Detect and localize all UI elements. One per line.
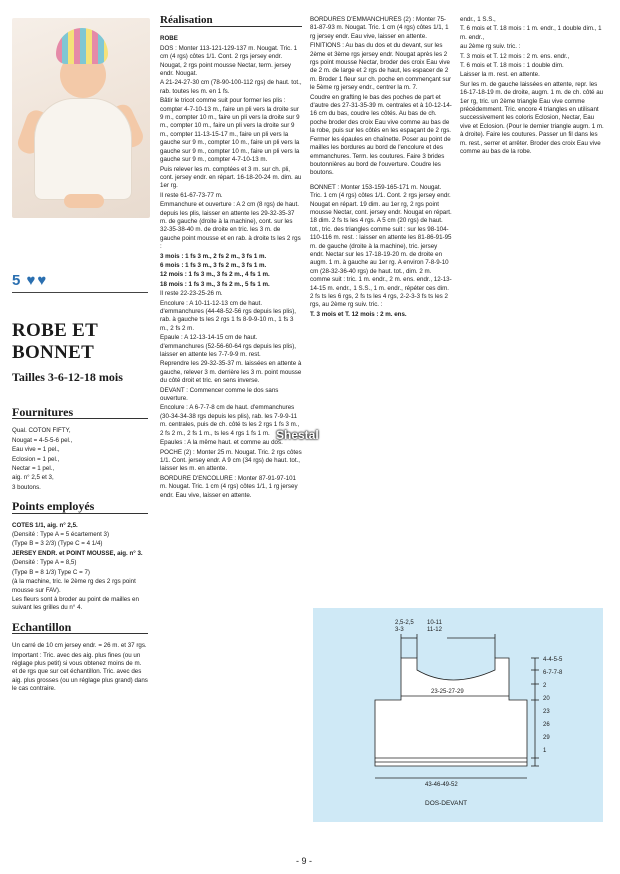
- heart-icon: ♥: [37, 272, 47, 289]
- divider: [12, 292, 148, 293]
- points-heading: Points employés: [12, 502, 148, 513]
- width-bottom-label: 43-46-49-52: [425, 782, 458, 788]
- dim-top-left: 2,5-2,5 3-3: [395, 620, 414, 633]
- realisation-column: Réalisation ROBE DOS : Monter 113-121-129-137 m. Nougat. Tric. 1 cm (4 rgs) côtes 1/1. Cont. 2 rgs jersey endr. Nougat, 2 rgs point mousse Nectar, term. jersey endr. Nougat. A 21-24-27-30 cm (78-90-100-112 rgs) de haut. tot., rab. toutes les m. en 1 fs. Bâtir le tricot comme suit pour former les plis : compter 4-7-10-13 m., faire un pli vers la droite sur 9 m., compter 10 m., faire un pli vers la droite sur 9 m., compter 10 m., faire un pli vers la droite sur 9 m., compter 11-13-15-17 m., faire un pli vers la gauche sur 9 m., compter 10 m., faire un pli vers la gauche sur 9 m., compter 10 m., faire un pli vers la gauche sur 9 m., compter 4-7-10-13 m. Puis relever les m. comptées et 3 m. sur ch. pli, cont. jersey endr. en répart. 16-18-20-24 m. dim. au 1er rg. Il reste 61-67-73-77 m. Emmanchure et ouverture : A 2 cm (8 rgs) de haut. depuis les plis, laisser en attente les 29-32-35-37 m. de gauche (droite à la machine), cont. sur les 32-35-38-40 m. de droite en tric. les 3 m. de gauche point mousse et en rab. à droite ts les 2 rgs : 3 mois : 1 fs 3 m., 2 fs 2 m., 3 fs 1 m. 6 mois : 1 fs 3 m., 3 fs 2 m., 3 fs 1 m. 12 mois : 1 fs 3 m., 3 fs 2 m., 4 fs 1 m. 18 mois : 1 fs 3 m., 3 fs 2 m., 5 fs 1 m. Il reste 22-23-25-26 m. Encolure : A 10-11-12-13 cm de haut. d'emmanchures (44-48-52-56 rgs depuis les plis), rab. à gauche ts les 2 rgs 1 fs 8-9-9-10 m., 1 fs 3 m., 2 fs 2 m. Epaule : A 12-13-14-15 cm de haut. d'emmanchures (52-56-60-64 rgs depuis les plis), laisser en attente les 7-7-9-9 m. rest. Reprendre les 29-32-35-37 m. laissées en attente à gauche, relever 3 m. derrière les 3 m. point mousse du côté droit et tric. en sens inverse. DEVANT : Commencer comme le dos sans ouverture. Encolure : A 6-7-7-8 cm de haut. d'emmanchures (30-34-34-38 rgs depuis les plis), rab. les 7-9-9-11 m. centrales, puis de ch. côté ts les 2 rgs 1 fs 3 m., 2 fs 2 m., 2 fs 1 m., ts les 4 rgs 1 fs 1 m. Epaules : A la même haut. et comme au dos. POCHE (2) : Monter 25 m. Nougat. Tric. 2 rgs côtes 1/1. Cont. jersey endr. A 9 cm (34 rgs) de haut. tot., laisser les m. en attente. BORDURE D'ENCOLURE : Monter 87-91-97-101 m. Nougat. Tric. 1 cm (4 rgs) côtes 1/1, 1 rg jersey endr. Eau vive, laisser en attente.: [160, 14, 302, 499]
- dim-right: 4-4-5-5 6-7-7-8 2 20 23 26 29 1: [543, 657, 563, 754]
- bonnet-column: endr., 1 S.S., T. 6 mois et T. 18 mois : 1 m. endr., 1 double dim., 1 m. endr., au 2ème rg suiv. tric. : T. 3 mois et T. 12 mois : 2 m. ens. endr., T. 6 mois et T. 18 mois : 1 double dim. Laisser la m. rest. en attente. Sur les m. de gauche laissées en attente, repr. les 16-17-18-19 m. de droite, augm. 1 m. de ch. côté au 1er rg, tric. un 2ème triangle Eau vive comme précédemment. Tric. encore 4 triangles en utilisant successivement les coloris Eclosion, Nectar, Eau vive et Eclosion. (Pour le dernier triangle augm. 1 m. à droite). Faire les coutures. Passer un fil dans les m. rest., serrer et arrêter. Broder des croix Eau vive comme au bas de la robe.: [460, 16, 604, 156]
- fournitures-heading: Fournitures: [12, 408, 148, 419]
- realisation-heading: Réalisation: [160, 16, 302, 27]
- dos-devant-diagram: [313, 608, 603, 822]
- finishing-column: BORDURES D'EMMANCHURES (2) : Monter 75-81-87-93 m. Nougat. Tric. 1 cm (4 rgs) côtes 1/1, 1 rg jersey endr. Eau vive, laisser en attente. FINITIONS : Au bas du dos et du devant, sur les 2ème et 3ème rgs jersey endr. Nougat après les 2 rgs point mousse Nectar, broder des croix Eau vive de 2 m. de large et 2 rgs de haut, les espacer de 2 m. Broder 1 fleur sur ch. poche en commençant sur le 5ème rg jersey endr., centrer la m. 7. Coudre en grafting le bas des poches de part et d'autre des 27-31-35-39 m. centrales et à 10-12-14-16 cm du bas, coudre les côtés. Au bas de ch. poche broder des croix Eau vive comme au bas de la robe, puis sur les côtés en les espaçant de 2 rgs. Fermer les épaules en chaînette. Poser au point de mailles les bordures au bord de l'encolure et des emmanchures. Term. les coutures. Faire 3 brides boutonnières au bord de l'ouverture. Coudre les boutons. BONNET : Monter 153-159-165-171 m. Nougat. Tric. 1 cm (4 rgs) côtes 1/1. Cont. 2 rgs jersey endr. Nougat en répart. 19 dim. au 1er rg, 2 rgs point mousse Nectar, cont. jersey endr. Nougat en répart. 18 dim. 2 fs ts les 4 rgs. A 5 cm (20 rgs) de haut. tot., tric. des triangles comme suit : sur les 98-104-110-116 m. rest. : laisser en attente les 81-86-91-95 m. de gauche (droite à la machine), tric. jersey endr. Nectar sur les 17-18-19-20 m. de droite en augm. 1 m. à gauche au 1er rg. A environ 7-8-9-10 cm (28-32-36-40 rgs) de haut. tot., dim. 2 m. comme suit : tric. 1 m. endr., 2 m. ens. endr., 12-13-14-15 m. endr., 1 S.S., 1 m. endr., répéter ces dim. 2 fs ts les 6 rgs, 2 fs ts les 4 rgs, 2-2-3-3 fs ts les 2 rgs, au 2ème rg suiv. tric. : T. 3 mois et T. 12 mois : 2 m. ens.: [310, 16, 452, 318]
- difficulty-number: 5: [12, 272, 21, 289]
- difficulty-rating: [12, 272, 46, 289]
- echantillon-heading: Echantillon: [12, 623, 148, 634]
- dim-top-right: 10-11 11-12: [427, 620, 442, 633]
- width-top-label: 23-25-27-29: [431, 689, 464, 695]
- diagram-caption: DOS-DEVANT: [425, 800, 468, 807]
- pattern-sizes: Tailles 3-6-12-18 mois: [12, 370, 123, 384]
- watermark: Shestal: [276, 428, 319, 442]
- heart-icon: ♥: [26, 272, 36, 289]
- page-number: - 9 -: [296, 856, 313, 866]
- materials-column: Fournitures Qual. COTON FIFTY, Nougat = 4-5-5-6 pel., Eau vive = 1 pel., Eclosion = 1 pel., Nectar = 1 pel., aig. n° 2,5 et 3, 3 boutons. Points employés COTES 1/1, aig. n° 2,5. (Densité : Type A = 5 écartement 3) (Type B = 3 2/3) (Type C = 4 1/4) JERSEY ENDR. et POINT MOUSSE, aig. n° 3. (Densité : Type A = 8,5) (Type B = 8 1/3) Type C = 7) (à la machine, tric. le 2ème rg des 2 rgs point mousse sur FAV). Les fleurs sont à broder au point de mailles en suivant les grilles du n° 4. Echantillon Un carré de 10 cm jersey endr. = 26 m. et 37 rgs. Important : Tric. avec des aig. plus fines (ou un réglage plus petit) si vous obtenez moins de m. et de rgs que sur cet échantillon. Tric. avec des aig. plus grosses (ou un réglage plus grand) dans le cas contraire.: [12, 405, 148, 693]
- baby-photo: [12, 18, 150, 218]
- pattern-title: ROBE ET BONNET: [12, 320, 99, 363]
